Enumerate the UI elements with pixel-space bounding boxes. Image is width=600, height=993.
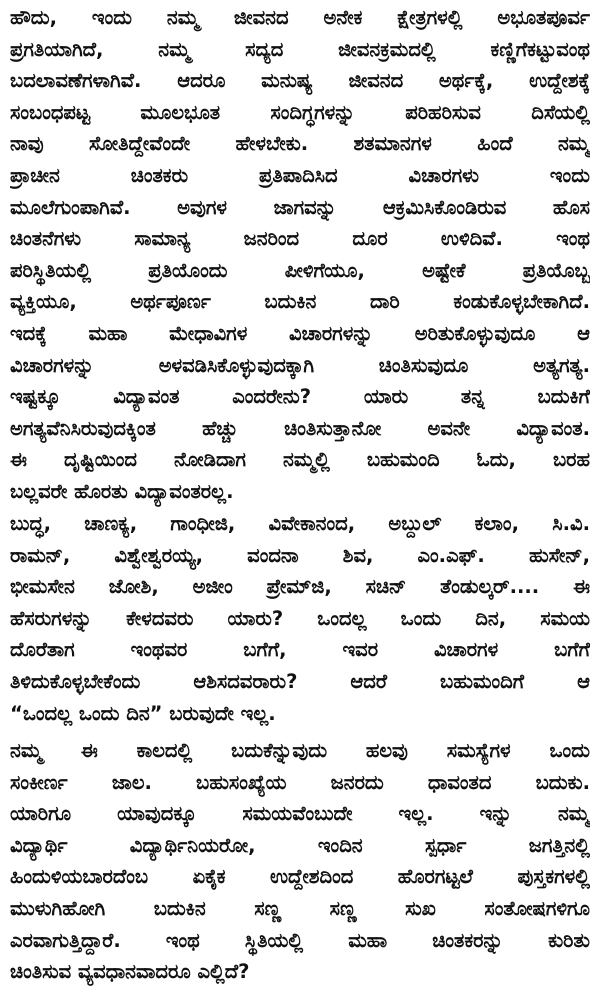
- text-line: ತಿಳಿದುಕೊಳ್ಳಬೇಕೆಂದು ಆಶಿಸದವರಾರು? ಆದರೆ ಬಹುಮಂದಿಗೆ ಆ: [10, 669, 590, 693]
- text-line: ಚಿಂತಿಸುವ ವ್ಯವಧಾನವಾದರೂ ಎಲ್ಲಿದೆ?: [10, 960, 250, 984]
- text-line: ಮೂಲೆಗುಂಪಾಗಿವೆ. ಅವುಗಳ ಜಾಗವನ್ನು ಆಕ್ರಮಿಸಿಕೊಂಡಿರುವ ಹೊಸ: [10, 195, 590, 219]
- text-line: ಮುಳುಗಿಹೋಗಿ ಬದುಕಿನ ಸಣ್ಣ ಸಣ್ಣ ಸುಖ ಸಂತೋಷಗಳಿಗೂ: [10, 896, 590, 920]
- text-line: ಎರವಾಗುತ್ತಿದ್ದಾರೆ. ಇಂಥ ಸ್ಥಿತಿಯಲ್ಲಿ ಮಹಾ ಚಿಂತಕರನ್ನು ಕುರಿತು: [10, 928, 590, 952]
- text-line: ಹೆಸರುಗಳನ್ನು ಕೇಳದವರು ಯಾರು? ಒಂದಲ್ಲ ಒಂದು ದಿನ, ಸಮಯ: [10, 606, 590, 630]
- text-line: ನಾವು ಸೋತಿದ್ದೇವೆಂದೇ ಹೇಳಬೇಕು. ಶತಮಾನಗಳ ಹಿಂದೆ ನಮ್ಮ: [10, 132, 590, 156]
- text-line: ಬದಲಾವಣೆಗಳಾಗಿವೆ. ಆದರೂ ಮನುಷ್ಯ ಜೀವನದ ಅರ್ಥಕ್ಕೆ, ಉದ್ದೇಶಕ್ಕೆ: [10, 69, 590, 93]
- text-line: ಹೌದು, ಇಂದು ನಮ್ಮ ಜೀವನದ ಅನೇಕ ಕ್ಷೇತ್ರಗಳಲ್ಲಿ ಅಭೂತಪೂರ್ವ: [10, 6, 590, 29]
- text-line: ಇಷ್ಟಕ್ಕೂ ವಿದ್ಯಾವಂತ ಎಂದರೇನು? ಯಾರು ತನ್ನ ಬದುಕಿಗೆ: [10, 385, 590, 409]
- text-line: ಬಲ್ಲವರೇ ಹೊರತು ವಿದ್ಯಾವಂತರಲ್ಲ.: [10, 479, 234, 503]
- paragraph-3: [10, 735, 590, 988]
- text-line: ಪ್ರಾಚೀನ ಚಿಂತಕರು ಪ್ರತಿಪಾದಿಸಿದ ವಿಚಾರಗಳು ಇಂದು: [10, 163, 590, 187]
- text-line: ಅಗತ್ಯವೆನಿಸಿರುವುದಕ್ಕಿಂತ ಹೆಚ್ಚು ಚಿಂತಿಸುತ್ತಾನೋ ಅವನೇ ವಿದ್ಯಾವಂತ.: [10, 416, 590, 440]
- text-line: ಸಂಬಂಧಪಟ್ಟ ಮೂಲಭೂತ ಸಂದಿಗ್ಧಗಳನ್ನು ಪರಿಹರಿಸುವ ದಿಸೆಯಲ್ಲಿ: [10, 100, 590, 124]
- text-line: ಸಂಕೀರ್ಣ ಜಾಲ. ಬಹುಸಂಖ್ಯೆಯ ಜನರದು ಧಾವಂತದ ಬದುಕು.: [10, 770, 590, 794]
- text-line: ಭೀಮಸೇನ ಜೋಶಿ, ಅಜೀಂ ಪ್ರೇಮ್‌ಜಿ, ಸಚಿನ್ ತೆಂಡುಲ್ಕರ್.... ಈ: [10, 575, 590, 599]
- text-line: ವಿಚಾರಗಳನ್ನು ಅಳವಡಿಸಿಕೊಳ್ಳುವುದಕ್ಕಾಗಿ ಚಿಂತಿಸುವುದೂ ಅತ್ಯಗತ್ಯ.: [10, 353, 590, 377]
- text-line: ಚಿಂತನೆಗಳು ಸಾಮಾನ್ಯ ಜನರಿಂದ ದೂರ ಉಳಿದಿವೆ. ಇಂಥ: [10, 227, 590, 251]
- text-line: ಹಿಂದುಳಿಯಬಾರದೆಂಬ ಏಕೈಕ ಉದ್ದೇಶದಿಂದ ಹೊರಗಟ್ಟಲೆ ಪುಸ್ತಕಗಳಲ್ಲಿ: [10, 865, 590, 889]
- text-line: ಇದಕ್ಕೆ ಮಹಾ ಮೇಧಾವಿಗಳ ವಿಚಾರಗಳನ್ನು ಅರಿತುಕೊಳ್ಳುವುದೂ ಆ: [10, 321, 590, 345]
- text-line: ನಮ್ಮ ಈ ಕಾಲದಲ್ಲಿ ಬದುಕೆನ್ನುವುದು ಹಲವು ಸಮಸ್ಯೆಗಳ ಒಂದು: [10, 739, 590, 762]
- text-line: ಪ್ರಗತಿಯಾಗಿದೆ, ನಮ್ಮ ಸದ್ಯದ ಜೀವನಕ್ರಮದಲ್ಲಿ ಕಣ್ಣಿಗೆಕಟ್ಟುವಂಥ: [10, 37, 590, 61]
- text-line: ವಿದ್ಯಾರ್ಥಿ ವಿದ್ಯಾರ್ಥಿನಿಯರೋ, ಇಂದಿನ ಸ್ಪರ್ಧಾ ಜಗತ್ತಿನಲ್ಲಿ: [10, 833, 590, 857]
- paragraph-1: [10, 2, 590, 508]
- text-line: ದೊರೆತಾಗ ಇಂಥವರ ಬಗೆಗೆ, ಇವರ ವಿಚಾರಗಳ ಬಗೆಗೆ: [10, 638, 590, 662]
- paragraph-2: [10, 508, 590, 729]
- text-line: ಯಾರಿಗೂ ಯಾವುದಕ್ಕೂ ಸಮಯವೆಂಬುದೇ ಇಲ್ಲ. ಇನ್ನು ನಮ್ಮ: [10, 802, 590, 826]
- text-line: ಬುದ್ಧ, ಚಾಣಕ್ಯ, ಗಾಂಧೀಜಿ, ವಿವೇಕಾನಂದ, ಅಬ್ದುಲ್ ಕಲಾಂ, ಸಿ.ವಿ.: [10, 512, 590, 535]
- text-line: “ಒಂದಲ್ಲ ಒಂದು ದಿನ” ಬರುವುದೇ ಇಲ್ಲ.: [10, 701, 276, 725]
- text-line: ಪರಿಸ್ಥಿತಿಯಲ್ಲಿ ಪ್ರತಿಯೊಂದು ಪೀಳಿಗೆಯೂ, ಅಷ್ಟೇಕೆ ಪ್ರತಿಯೊಬ್ಬ: [10, 258, 590, 282]
- text-line: ವ್ಯಕ್ತಿಯೂ, ಅರ್ಥಪೂರ್ಣ ಬದುಕಿನ ದಾರಿ ಕಂಡುಕೊಳ್ಳಬೇಕಾಗಿದೆ.: [10, 290, 590, 314]
- text-line: ಈ ದೃಷ್ಟಿಯಿಂದ ನೋಡಿದಾಗ ನಮ್ಮಲ್ಲಿ ಬಹುಮಂದಿ ಓದು, ಬರಹ: [10, 448, 590, 472]
- text-line: ರಾಮನ್, ವಿಶ್ವೇಶ್ವರಯ್ಯ, ವಂದನಾ ಶಿವ, ಎಂ.ಎಫ್. ಹುಸೇನ್,: [10, 543, 590, 567]
